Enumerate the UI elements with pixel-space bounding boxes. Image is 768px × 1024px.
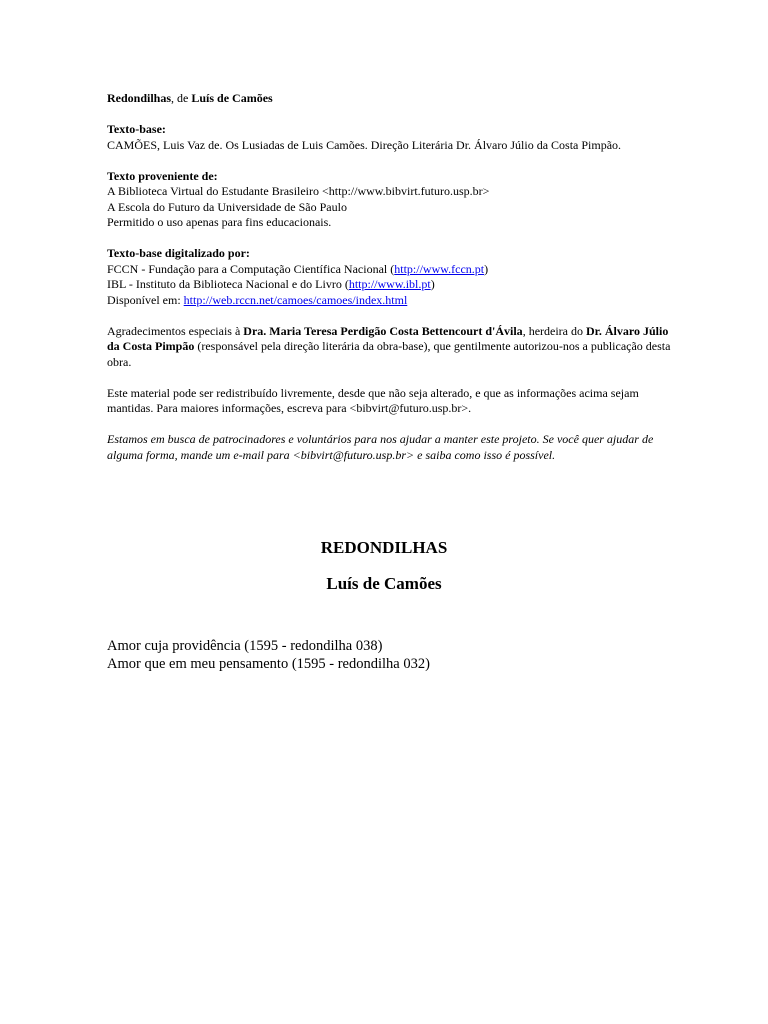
toc-item[interactable]: Amor que em meu pensamento (1595 - redondilha 032): [107, 656, 430, 672]
digitalizado-section: [107, 246, 672, 308]
proveniente-line-1: A Biblioteca Virtual do Estudante Brasileiro <http://www.bibvirt.futuro.usp.br>: [107, 184, 490, 198]
fccn-link[interactable]: http://www.fccn.pt: [394, 261, 485, 276]
proveniente-section: [107, 169, 672, 231]
heir-name: Dra. Maria Teresa Perdigão Costa Bettencourt d'Ávila: [243, 323, 523, 338]
toc-item[interactable]: Amor cuja providência (1595 - redondilha 038): [107, 638, 383, 654]
agradecimentos-text-2: , herdeira do: [522, 323, 586, 338]
table-of-contents: [107, 637, 430, 673]
patrocinio-paragraph: Estamos em busca de patrocinadores e voluntários para nos ajudar a manter este projeto. Se você quer ajudar de alguma forma, mande um e-mail para <bibvirt@futuro.usp.br> e saiba como isso é possível.: [107, 432, 654, 462]
main-title: REDONDILHAS: [320, 538, 448, 557]
front-matter: [107, 91, 672, 479]
fccn-suffix: ): [484, 261, 489, 276]
header-de: , de: [171, 91, 192, 105]
fccn-prefix: FCCN - Fundação para a Computação Científica Nacional (: [107, 261, 395, 276]
ibl-link[interactable]: http://www.ibl.pt: [348, 277, 431, 291]
director-name: Dr. Álvaro Júlio da Costa Pimpão: [107, 323, 669, 353]
proveniente-line-2: A Escola do Futuro da Universidade de São Paulo: [107, 199, 347, 214]
digitalizado-label: Texto-base digitalizado por:: [107, 246, 250, 260]
author-title: Luís de Camões: [326, 574, 442, 593]
texto-base-text: CAMÕES, Luis Vaz de. Os Lusiadas de Luis Camões. Direção Literária Dr. Álvaro Júlio da Costa Pimpão.: [107, 137, 622, 152]
header-line: [107, 91, 672, 107]
ibl-line: [107, 277, 672, 293]
proveniente-line-3: Permitido o uso apenas para fins educacionais.: [107, 215, 332, 229]
fccn-line: [107, 262, 672, 278]
ibl-suffix: ): [430, 277, 435, 291]
proveniente-label: Texto proveniente de:: [107, 168, 218, 183]
author-name: Luís de Camões: [191, 91, 273, 105]
disponivel-prefix: Disponível em:: [107, 292, 184, 307]
work-title: Redondilhas: [107, 91, 172, 105]
redistribuicao-paragraph: Este material pode ser redistribuído livremente, desde que não seja alterado, e que as informações acima sejam mantidas. Para maiores informações, escreva para <bibvirt@futuro.usp.br>.: [107, 385, 639, 415]
ibl-prefix: IBL - Instituto da Biblioteca Nacional e do Livro (: [107, 277, 349, 291]
disponivel-line: [107, 293, 672, 309]
agradecimentos-text-1: Agradecimentos especiais à: [107, 323, 244, 338]
texto-base-label: Texto-base:: [107, 122, 166, 136]
texto-base-section: [107, 122, 672, 153]
camoes-index-link[interactable]: http://web.rccn.net/camoes/camoes/index.html: [183, 292, 408, 307]
agradecimentos-text-3: (responsável pela direção literária da obra-base), que gentilmente autorizou-nos a publicação desta obra.: [107, 339, 671, 369]
agradecimentos-paragraph: [107, 324, 672, 371]
